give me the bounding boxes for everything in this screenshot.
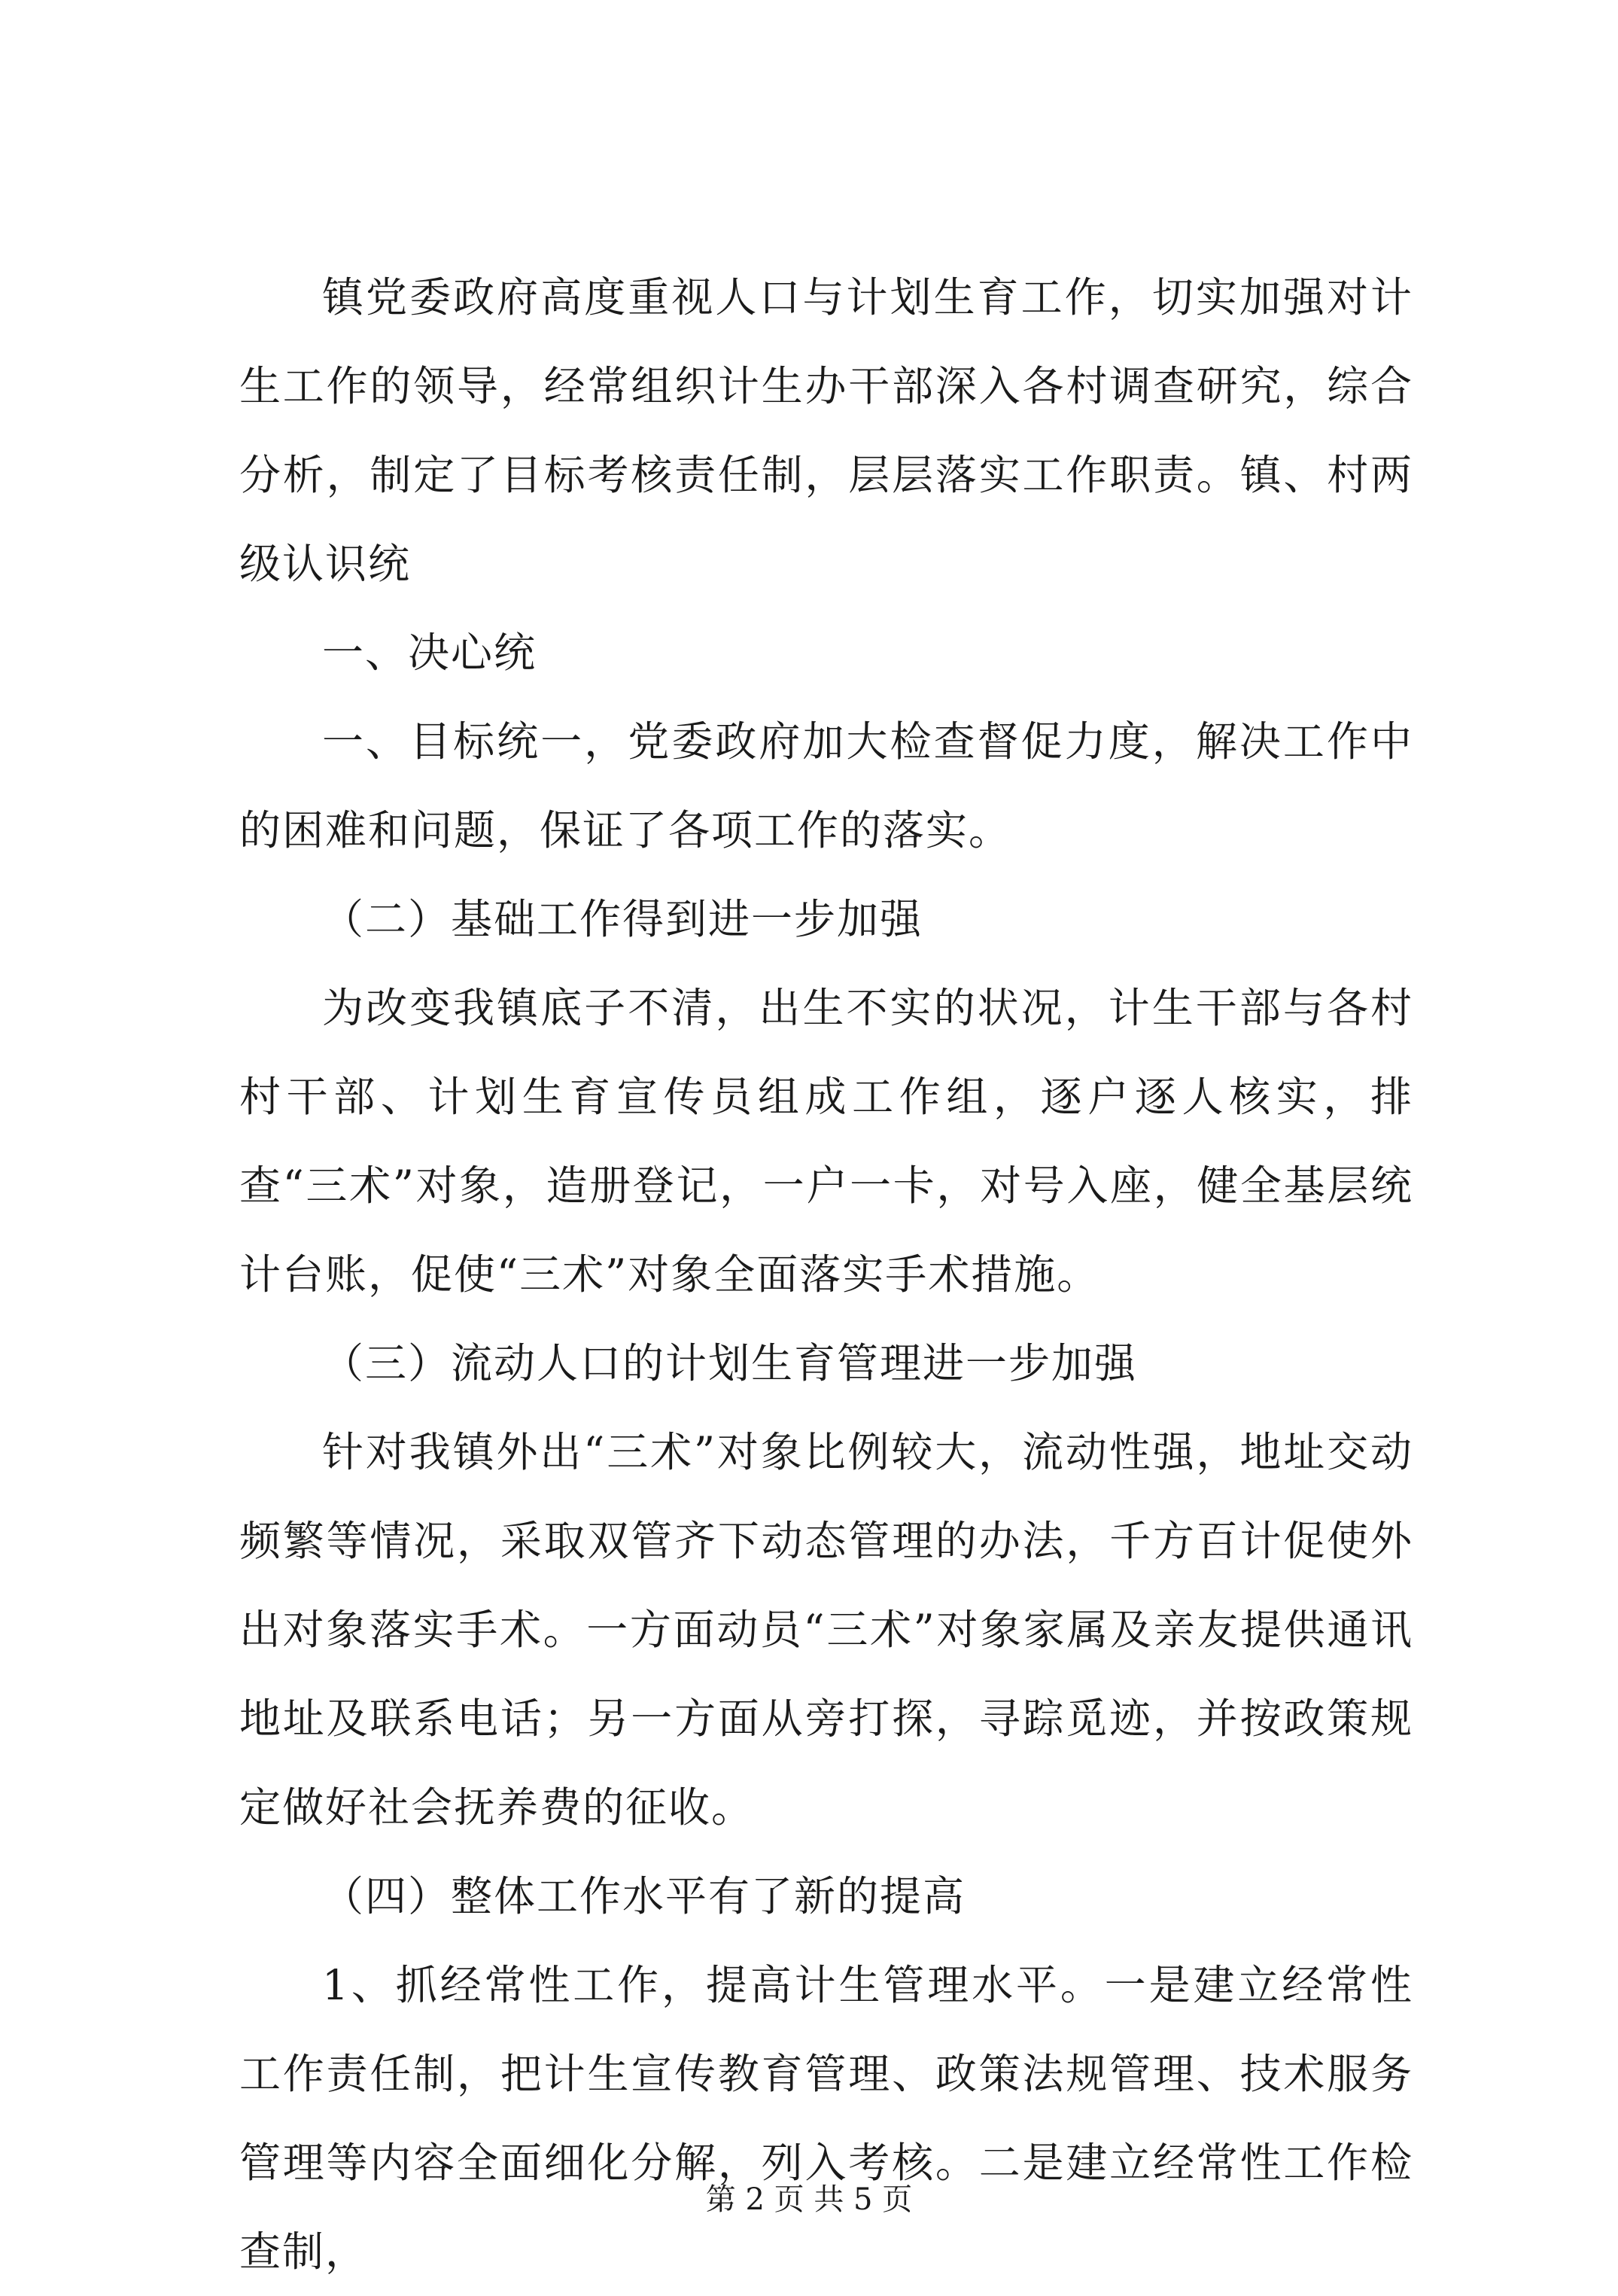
paragraph-goals: 一、目标统一，党委政府加大检查督促力度，解决工作中的困难和问题，保证了各项工作的落实。 <box>239 717 1413 854</box>
paragraph-regular-work: 1、抓经常性工作，提高计生管理水平。一是建立经常性工作责任制，把计生宣传教育管理、政策法规管理、技术服务管理等内容全面细化分解，列入考核。二是建立经常性工作检查制， <box>239 1961 1413 2276</box>
page-number-footer: 第 2 页 共 5 页 <box>705 2182 913 2217</box>
heading-basic-work: （二）基础工作得到进一步加强 <box>322 895 923 943</box>
paragraph-floating-population: 针对我镇外出“三术”对象比例较大，流动性强，地址交动频繁等情况，采取双管齐下动态管理的办法，千方百计促使外出对象落实手术。一方面动员“三术”对象家属及亲友提供通讯地址及联系电话；另一方面从旁打探，寻踪觅迹，并按政策规定做好社会抚养费的征收。 <box>239 1428 1413 1832</box>
paragraph-leadership: 镇党委政府高度重视人口与计划生育工作，切实加强对计生工作的领导，经常组织计生办干部深入各村调查研究，综合分析，制定了目标考核责任制，层层落实工作职责。镇、村两级认识统 <box>239 273 1413 588</box>
document-body <box>239 253 1413 2296</box>
heading-floating-population: （三）流动人口的计划生育管理进一步加强 <box>322 1339 1138 1387</box>
heading-determination: 一、决心统 <box>322 629 537 677</box>
paragraph-basic-work: 为改变我镇底子不清，出生不实的状况，计生干部与各村村干部、计划生育宣传员组成工作组，逐户逐人核实，排查“三术”对象，造册登记，一户一卡，对号入座，健全基层统计台账，促使“三术”对象全面落实手术措施。 <box>239 984 1413 1299</box>
heading-overall-level: （四）整体工作水平有了新的提高 <box>322 1872 966 1920</box>
